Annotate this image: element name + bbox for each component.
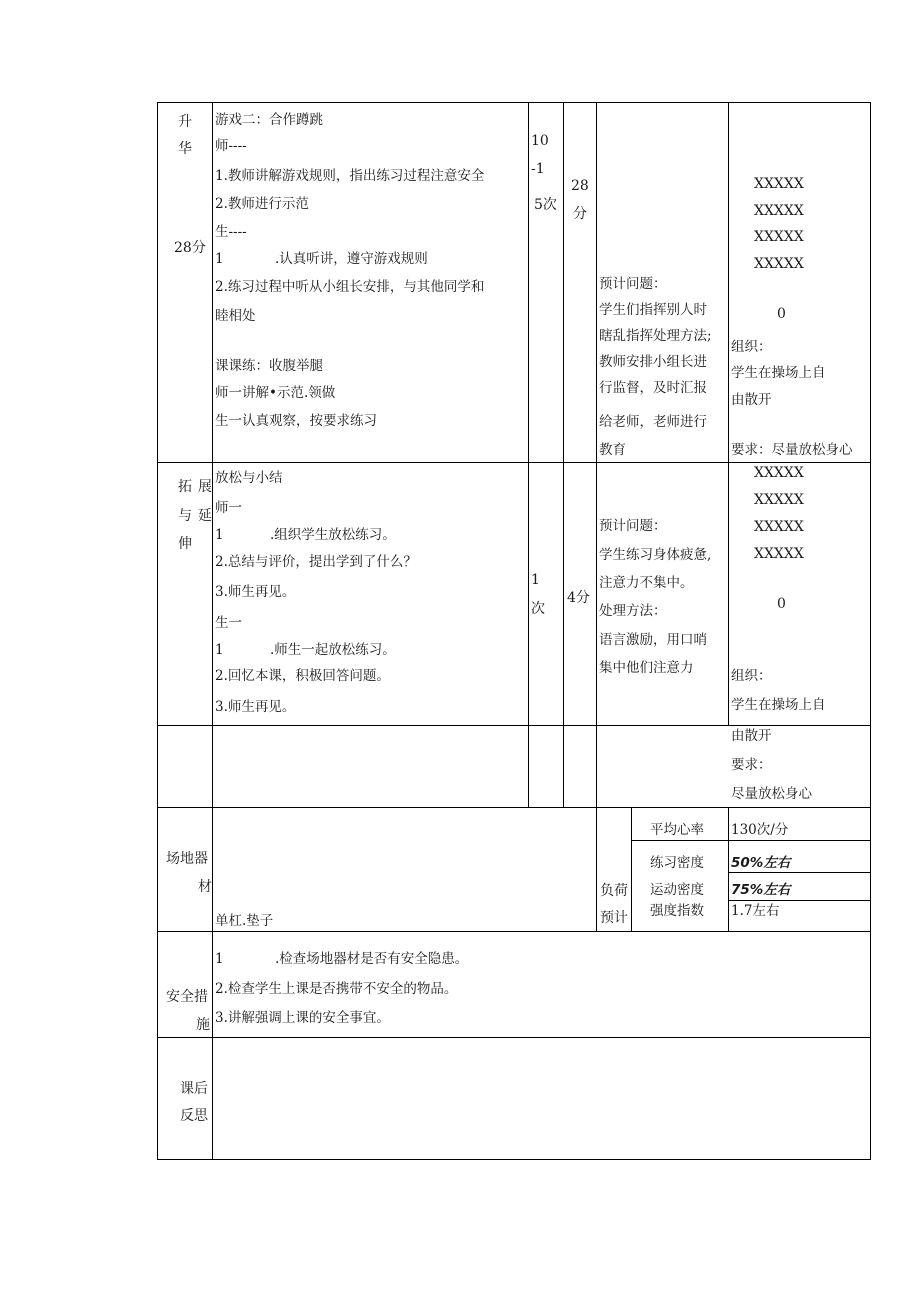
formation-teacher: 0 <box>777 596 786 612</box>
content-line: .组织学生放松练习。 <box>270 527 396 543</box>
section-2-label-line: 拓展 <box>178 479 218 495</box>
section-1-label-line2: 华 <box>178 141 192 157</box>
note-line: 学生练习身体疲惫, <box>599 547 712 563</box>
content-line: 1 <box>215 527 224 543</box>
safety-label-line: 安全措 <box>166 989 208 1005</box>
formation-row: XXXXX <box>754 229 804 245</box>
venue-equipment: 单杠.垫子 <box>215 913 274 929</box>
content-line: 3.师生再见。 <box>215 699 296 715</box>
note-line: 处理方法： <box>599 603 667 619</box>
content-line: 放松与小结 <box>215 470 283 486</box>
count-line: 5次 <box>534 197 557 213</box>
org-line: 尽量放松身心 <box>731 786 812 802</box>
content-line: 师一 <box>215 500 242 516</box>
content-line: 生---- <box>215 224 247 240</box>
org-line: 由散开 <box>731 392 772 408</box>
load-label-line: 预计 <box>600 910 628 926</box>
venue-label-line: 场地器 <box>166 851 208 867</box>
section-1-label-time: 28分 <box>174 240 206 256</box>
metric-name: 运动密度 <box>650 882 704 898</box>
org-line: 要求：尽量放松身心 <box>731 442 853 458</box>
formation-teacher: 0 <box>777 306 786 322</box>
formation-row: XXXXX <box>754 256 804 272</box>
org-line: 要求： <box>731 757 772 773</box>
time-line: 28 <box>571 178 589 194</box>
metric-value: 1.7左右 <box>731 903 780 919</box>
content-line: .师生一起放松练习。 <box>270 642 396 658</box>
section-1-label-line1: 升 <box>178 114 192 130</box>
formation-row: XXXXX <box>754 203 804 219</box>
org-line: 组织： <box>731 339 772 355</box>
note-line: 预计问题： <box>599 518 667 534</box>
reflection-label-line: 课后 <box>180 1081 208 1097</box>
formation-row: XXXXX <box>754 546 804 562</box>
formation-row: XXXXX <box>754 492 804 508</box>
content-line: 生一 <box>215 615 242 631</box>
content-line: 1.教师讲解游戏规则，指出练习过程注意安全 <box>215 168 485 184</box>
note-line: 学生们指挥别人时 <box>599 302 707 318</box>
note-line: 预计问题： <box>599 276 667 292</box>
content-line: 游戏二：合作蹲跳 <box>215 112 323 128</box>
metric-value: 75%左右 <box>731 882 791 898</box>
note-line: 瞎乱指挥处理方法; <box>599 328 712 344</box>
metric-name: 强度指数 <box>650 903 704 919</box>
content-line: 师一讲解•示范.领做 <box>215 385 336 401</box>
content-line: 1 <box>215 642 224 658</box>
count-line: -1 <box>531 161 545 177</box>
note-line: 语言激励，用口哨 <box>599 632 707 648</box>
safety-item: .检查场地器材是否有安全隐患。 <box>275 951 469 967</box>
section-2-label-line: 与延 <box>178 508 218 524</box>
count-line: 10 <box>531 133 549 149</box>
content-line: 1 <box>215 251 224 267</box>
venue-label-line: 材 <box>198 879 212 895</box>
note-line: 教育 <box>599 442 626 458</box>
note-line: 注意力不集中。 <box>599 575 694 591</box>
metric-value: 130次/分 <box>731 822 789 838</box>
org-line: 学生在操场上自 <box>731 365 826 381</box>
metric-value: 50%左右 <box>731 855 791 871</box>
content-line: 课课练：收腹举腿 <box>215 358 323 374</box>
note-line: 教师安排小组长进 <box>599 354 707 370</box>
content-line: 3.师生再见。 <box>215 584 296 600</box>
metric-name: 平均心率 <box>650 822 704 838</box>
formation-row: XXXXX <box>754 176 804 192</box>
org-line: 组织： <box>731 668 772 684</box>
count-line: 1 <box>531 572 540 588</box>
section-2-time: 4分 <box>567 590 590 606</box>
time-line: 分 <box>573 206 587 222</box>
content-line: 2.练习过程中听从小组长安排，与其他同学和 <box>215 279 485 295</box>
content-line: 生一认真观察，按要求练习 <box>215 413 377 429</box>
content-line: 2.总结与评价，提出学到了什么？ <box>215 554 417 570</box>
note-line: 行监督，及时汇报 <box>599 380 707 396</box>
section-2-label-line: 伸 <box>178 536 192 552</box>
content-line: .认真听讲，遵守游戏规则 <box>275 251 428 267</box>
org-line: 学生在操场上自 <box>731 697 826 713</box>
content-line: 睦相处 <box>215 308 256 324</box>
load-label-line: 负荷 <box>600 883 628 899</box>
safety-item: 1 <box>215 951 224 967</box>
content-line: 2.教师进行示范 <box>215 196 309 212</box>
safety-item: 3.讲解强调上课的安全事宜。 <box>215 1010 390 1026</box>
content-line: 师---- <box>215 138 247 154</box>
safety-item: 2.检查学生上课是否携带不安全的物品。 <box>215 981 458 997</box>
content-line: 2.回忆本课，积极回答问题。 <box>215 668 390 684</box>
note-line: 给老师，老师进行 <box>599 414 707 430</box>
org-line: 由散开 <box>731 728 772 744</box>
count-line: 次 <box>531 601 545 617</box>
safety-label-line: 施 <box>196 1017 210 1033</box>
note-line: 集中他们注意力 <box>599 660 694 676</box>
metric-name: 练习密度 <box>650 855 704 871</box>
formation-row: XXXXX <box>754 519 804 535</box>
formation-row: XXXXX <box>754 465 804 481</box>
reflection-label-line: 反思 <box>180 1108 208 1124</box>
